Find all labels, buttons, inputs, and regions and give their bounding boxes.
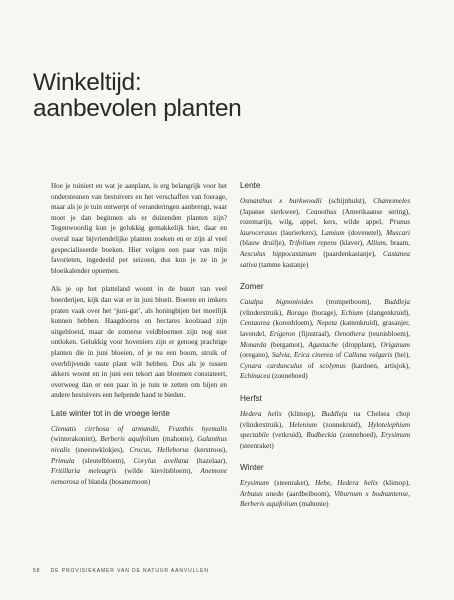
plant-common-name: (fijnstraal) — [298, 329, 329, 338]
plant-latin-name: Berberis aquifolium — [100, 435, 160, 444]
plant-latin-name: Helenium — [289, 420, 317, 429]
plant-latin-name: Salvia — [271, 351, 290, 360]
plant-common-name: (kerstroos) — [194, 446, 226, 455]
plant-latin-name: Catalpa bignonioides — [240, 298, 313, 307]
plant-latin-name: Borago — [286, 308, 309, 317]
section-heading-zomer: Zomer — [240, 282, 264, 292]
plant-common-name: of — [307, 361, 314, 370]
plant-common-name: (paardenkastanje) — [323, 249, 375, 258]
plant-latin-name: Erysimum — [240, 479, 269, 488]
plant-latin-name: Viburnum x bodnantense — [334, 489, 409, 498]
plant-latin-name: Castanea sativa — [240, 249, 410, 269]
plant-latin-name: Buddleja — [321, 409, 348, 418]
intro-paragraph-2: Als je op het platteland woont in de buurt van veel boerderijen, kijk dan wat er in juni bloeit. Boeren en imkers praten vaak over het ‘juni-gat’, als honingbijen het moeilijk kunnen hebben. Haagdoorns en hectares koolzaad zijn uitgebloeid, maar de zomerse veldbloemen zijn nog niet ontloken. Gelukkig voor hoveniers zijn er genoeg prachtige planten die in juni bloeien, of je nu een boom, struik of overblijvende vaste plant wilt hebben. Dus als je tussen akkers woont en in juni een tekort aan bloemen constateert, overweeg dan er een paar in je tuin te zetten om bijen en andere bestuivers een helpende hand te bieden. — [51, 285, 227, 400]
plant-common-name: (vlinderstruik) — [240, 308, 282, 317]
plant-latin-name: Prunus laurocerasus — [240, 218, 410, 237]
plant-latin-name: Clematis cirrhosa — [51, 424, 110, 433]
plant-latin-name: Chamomeles — [373, 197, 410, 205]
plant-common-name: (korenbloem) — [273, 319, 312, 328]
plant-latin-name: Corylus avellana — [133, 456, 189, 465]
plant-latin-name: Lamium — [321, 228, 345, 237]
plant-list-late-winter: Clematis cirrhosa of armandii, Franthis hyemalis (winterakoniet), Berberis aquifolium (mahonie), Galanthus nivalis (sneeuwklokjes), Crocus, Helleborus (kerstroos), Primula (sleutelbloem), Corylus avellana (hazelaar), Fritillaria meleagris (wilde kievitsbloem), Anemone nemorosa of blanda (bosanemoon) — [51, 424, 227, 486]
plant-common-name: na Chelsea chop (vlinderstruik) — [240, 409, 410, 429]
plant-latin-name: Origanum — [380, 340, 410, 349]
plant-common-name: of — [335, 351, 342, 360]
plant-common-name: (vetkruid) — [272, 431, 302, 440]
plant-common-name: of blanda (bosanemoon) — [80, 477, 151, 486]
page-number: 58 — [33, 568, 41, 574]
plant-common-name: (tamme kastanje) — [258, 260, 309, 269]
plant-latin-name: Hylotelephium spectabile — [240, 420, 410, 440]
left-column — [51, 181, 227, 495]
plant-common-name: (winterakoniet) — [51, 435, 96, 444]
plant-common-name: (klimop) — [288, 409, 314, 418]
plant-latin-name: Muscari — [386, 228, 410, 237]
plant-latin-name: Primula — [51, 456, 75, 465]
plant-latin-name: Echinacea — [240, 372, 271, 381]
page-title-line-2: aanbevolen planten — [33, 95, 242, 122]
plant-latin-name: Erigeron — [269, 329, 296, 338]
plant-list-lente: Osmanthus x burkwoodii (schijnhulst), Chamomeles (Japanse sierkwee), Ceanothus (Amerikaanse sering), rozemarijn, wilg, appel, kers, wilde appel, Prunus laurocerasus (laurierkers), Lamium (dovenetel), Muscari (blauw druifje), Trifolium repens (klaver), Allium, braam, Aesculus hippocastanum (paardenkastanje), Castanea sativa (tamme kastanje) — [240, 197, 411, 269]
plant-common-name: (teunisbloem) — [368, 329, 409, 338]
plant-common-name: braam — [390, 239, 409, 248]
plant-latin-name: Oenothera — [334, 329, 365, 338]
plant-latin-name: of armandii — [117, 424, 159, 433]
plant-common-name: (sneeuwklokjes) — [75, 446, 123, 455]
plant-common-name: (zonnekruid) — [323, 420, 360, 429]
plant-latin-name: Echium — [341, 308, 363, 317]
plant-latin-name: Allium — [366, 239, 386, 248]
plant-common-name: rozemarijn, wilg, appel, kers, wilde appel — [240, 218, 382, 227]
plant-latin-name: Hedera helix — [240, 409, 282, 418]
section-zomer — [240, 282, 410, 382]
plant-common-name: (steenraket) — [274, 479, 308, 488]
plant-common-name: (wilde kievitsbloem) — [124, 467, 191, 476]
plant-common-name: (mahonie) — [299, 500, 329, 509]
plant-latin-name: Anemone nemorosa — [51, 467, 227, 486]
plant-latin-name: Arbutus unedo — [240, 489, 284, 498]
plant-common-name: (Amerikaanse sering) — [342, 207, 409, 216]
plant-common-name: (blauw druifje) — [240, 239, 285, 248]
section-late-winter — [51, 409, 227, 488]
plant-common-name: (borage) — [311, 308, 336, 317]
plant-common-name: (klimop) — [383, 479, 409, 488]
plant-latin-name: Buddleja — [384, 298, 410, 307]
plant-common-name: (zonnehoed) — [271, 372, 308, 381]
plant-common-name: (laurierkers) — [280, 228, 316, 237]
plant-latin-name: Aesculus hippocastanum — [240, 249, 317, 258]
plant-list-winter: Erysimum (steenraket), Hebe, Hedera helix (klimop), Arbutus unedo (aardbeiboom), Viburnum x bodnantense, Berberis aquifolium (mahonie) — [240, 479, 410, 509]
plant-latin-name: Fritillaria meleagris — [51, 467, 117, 476]
page-footer — [33, 568, 209, 574]
plant-common-name: (dovenetel) — [348, 228, 381, 237]
running-title: DE PROVISIEKAMER VAN DE NATUUR AANVULLEN — [50, 568, 209, 574]
section-heading-lente: Lente — [240, 181, 261, 190]
plant-common-name: (aardbeiboom) — [286, 489, 329, 498]
plant-latin-name: Erica cinerea — [293, 351, 334, 360]
plant-latin-name: Cynara cardunculus — [240, 361, 303, 370]
plant-latin-name: Franthis hyemalis — [168, 424, 227, 433]
plant-latin-name: Calluna vulgaris — [343, 351, 393, 360]
plant-latin-name: Agastache — [308, 340, 339, 349]
plant-latin-name: Trifolium repens — [288, 239, 337, 248]
section-heading-winter: Winter — [240, 463, 264, 473]
plant-latin-name: Centaurea — [240, 319, 270, 328]
plant-common-name: (klaver) — [339, 239, 363, 248]
section-heading-herfst: Herfst — [240, 393, 262, 403]
section-heading-late-winter: Late winter tot in de vroege lente — [51, 408, 170, 418]
plant-latin-name: Ceanothus — [305, 207, 337, 216]
plant-latin-name: Hebe — [315, 479, 331, 488]
plant-common-name: (dropplant) — [342, 340, 375, 349]
plant-latin-name: Helleborus — [157, 446, 189, 455]
right-column — [240, 181, 410, 522]
plant-latin-name: Galanthus nivalis — [51, 435, 227, 455]
plant-latin-name: Crocus — [129, 446, 150, 455]
plant-latin-name: scolymus — [319, 361, 346, 370]
page-title-line-1: Winkeltijd: — [33, 69, 142, 96]
plant-common-name: (oregano) — [240, 351, 268, 360]
plant-latin-name: Nepeta — [316, 319, 338, 328]
section-lente — [240, 181, 410, 270]
plant-common-name: (Japanse sierkwee) — [240, 207, 299, 216]
section-winter — [240, 463, 410, 510]
plant-latin-name: Osmanthus x burkwoodii — [240, 197, 322, 205]
plant-common-name: (schijnhulst) — [328, 197, 365, 205]
plant-common-name: (bergamot) — [270, 340, 303, 349]
plant-common-name: (steenraket) — [240, 441, 274, 450]
plant-latin-name: Erysimum — [381, 431, 410, 440]
plant-common-name: (slangenkruid) — [366, 308, 409, 317]
plant-common-name: (mahonie) — [162, 435, 192, 444]
plant-list-zomer: Catalpa bignonioides (trompetboom), Buddleja (vlinderstruik), Borago (borage), Echium (slangenkruid), Centaurea (korenbloem), Nepeta (kattenkruid), grasanjer, lavendel, Erigeron (fijnstraal), Oenothera (teunisbloem), Monarda (bergamot), Agastache (dropplant), Origanum (oregano), Salvia, Erica cinerea of Calluna vulgaris (hei), Cynara cardunculus of scolymus (kardoen, artisjok), Echinacea (zonnehoed) — [240, 298, 411, 381]
plant-latin-name: Rudbeckia — [306, 431, 337, 440]
plant-common-name: (hazelaar) — [196, 456, 226, 465]
section-herfst — [240, 394, 410, 451]
plant-common-name: (kattenkruid) — [340, 319, 378, 328]
plant-list-herfst: Hedera helix (klimop), Buddleja na Chelsea chop (vlinderstruik), Helenium (zonnekruid), Hylotelephium spectabile (vetkruid), Rudbeckia (zonnehoed), Erysimum (steenraket) — [240, 409, 410, 450]
plant-common-name: (kardoen, artisjok) — [351, 361, 409, 370]
plant-latin-name: Berberis aquifolium — [240, 500, 298, 509]
plant-common-name: (sleutelbloem) — [82, 456, 124, 465]
plant-common-name: grasanjer, lavendel — [240, 319, 410, 338]
plant-common-name: (trompetboom) — [326, 298, 370, 307]
plant-latin-name: Hedera helix — [337, 479, 378, 488]
plant-latin-name: Monarda — [240, 340, 267, 349]
intro-paragraph-1: Hoe je tuiniert en wat je aanplant, is erg belangrijk voor het ondersteunen van bestuivers en het verschaffen van foerage, maar als je je tuin ontwerpt of veranderingen aanbrengt, waar moet je dan beginnen als er duizenden planten zijn? Tegenwoordig kun je gelukkig gemakkelijk hier, daar en overal naar bijvriendelijke planten zoeken en er zijn al veel gespecialiseerde boeken. Hier volgen een paar van mijn favorieten, ingedeeld per seizoen, dus kun je ze in je bloeikalender opnemen. — [51, 182, 227, 275]
plant-common-name: (zonnehoed) — [340, 431, 376, 440]
page-title — [33, 70, 242, 122]
plant-common-name: (hei) — [394, 351, 409, 360]
